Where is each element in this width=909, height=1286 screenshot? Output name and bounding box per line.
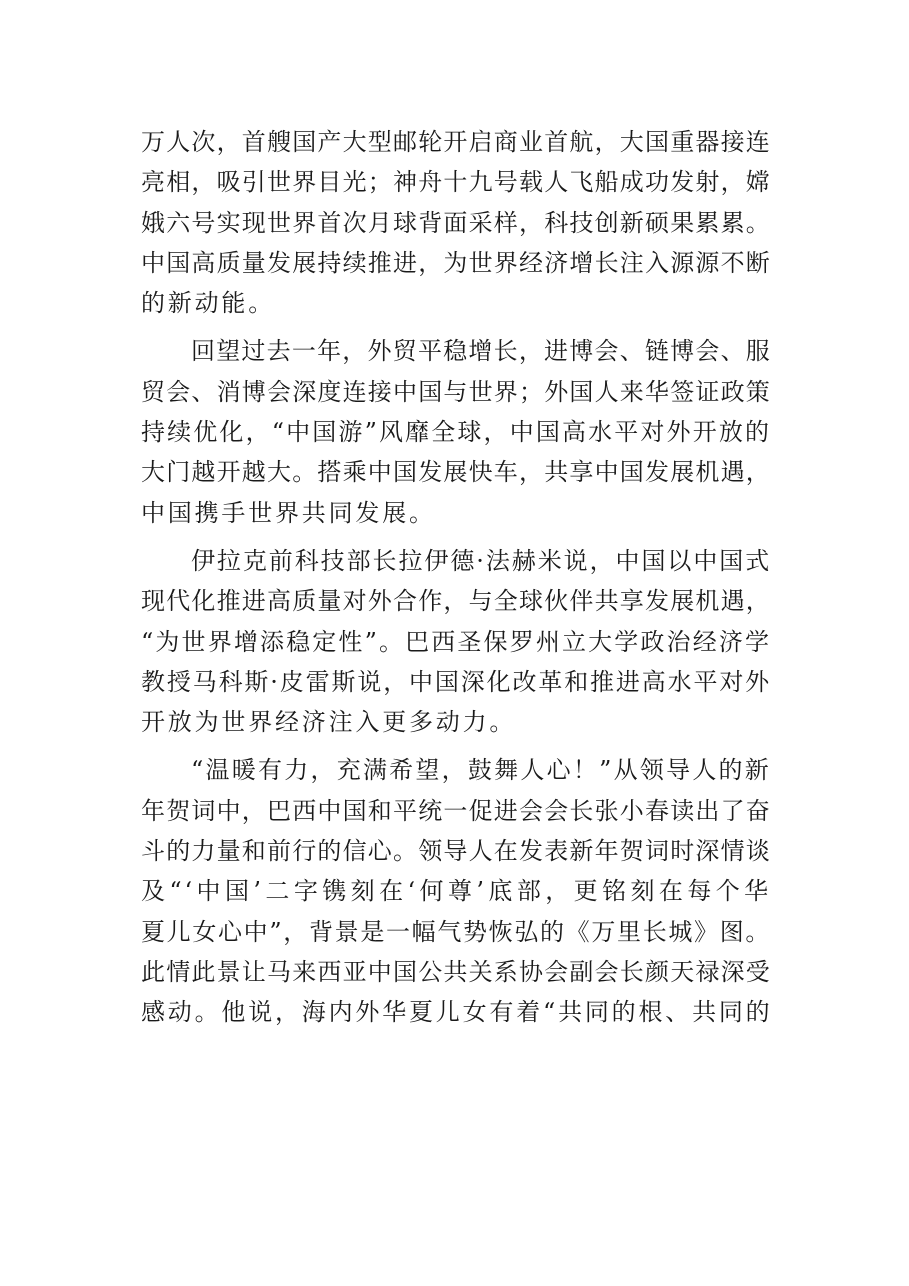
paragraph-1 <box>141 122 771 323</box>
text-line: 的新动能。 <box>141 289 275 318</box>
text-line: 此情此景让马来西亚中国公共关系协会副会长颜天禄深受 <box>141 957 771 986</box>
text-line: 回望过去一年，外贸平稳增长，进博会、链博会、服 <box>191 337 771 366</box>
text-line: 年贺词中，巴西中国和平统一促进会会长张小春读出了奋 <box>141 796 771 825</box>
text-line: 夏儿女心中”，背景是一幅气势恢弘的《万里长城》图。 <box>141 917 771 946</box>
text-line: 持续优化，“中国游”风靡全球，中国高水平对外开放的 <box>141 418 771 447</box>
paragraph-4 <box>141 750 771 1032</box>
text-line: 亮相，吸引世界目光；神舟十九号载人飞船成功发射，嫦 <box>141 168 771 197</box>
text-line: “为世界增添稳定性”。巴西圣保罗州立大学政治经济学 <box>141 627 771 656</box>
text-line: 感动。他说，海内外华夏儿女有着“共同的根、共同的 <box>141 998 773 1027</box>
paragraph-3 <box>141 541 771 742</box>
text-line: 斗的力量和前行的信心。领导人在发表新年贺词时深情谈 <box>141 837 771 866</box>
paragraph-2 <box>141 331 771 532</box>
text-line: 及“‘中国’二字镌刻在‘何尊’底部，更铭刻在每个华 <box>141 877 771 906</box>
text-line: 娥六号实现世界首次月球背面采样，科技创新硕果累累。 <box>141 208 771 237</box>
text-line: 伊拉克前科技部长拉伊德·法赫米说，中国以中国式 <box>191 546 771 575</box>
text-line: 中国携手世界共同发展。 <box>141 498 436 527</box>
text-line: 开放为世界经济注入更多动力。 <box>141 708 517 737</box>
text-line: 现代化推进高质量对外合作，与全球伙伴共享发展机遇， <box>141 587 771 616</box>
document-body <box>141 122 771 1033</box>
text-line: 大门越开越大。搭乘中国发展快车，共享中国发展机遇， <box>141 458 771 487</box>
text-line: “温暖有力，充满希望，鼓舞人心！”从领导人的新 <box>191 756 771 785</box>
text-line: 万人次，首艘国产大型邮轮开启商业首航，大国重器接连 <box>141 128 771 156</box>
text-line: 教授马科斯·皮雷斯说，中国深化改革和推进高水平对外 <box>141 667 771 696</box>
text-line: 贸会、消博会深度连接中国与世界；外国人来华签证政策 <box>141 377 771 406</box>
text-line: 中国高质量发展持续推进，为世界经济增长注入源源不断 <box>141 248 771 277</box>
